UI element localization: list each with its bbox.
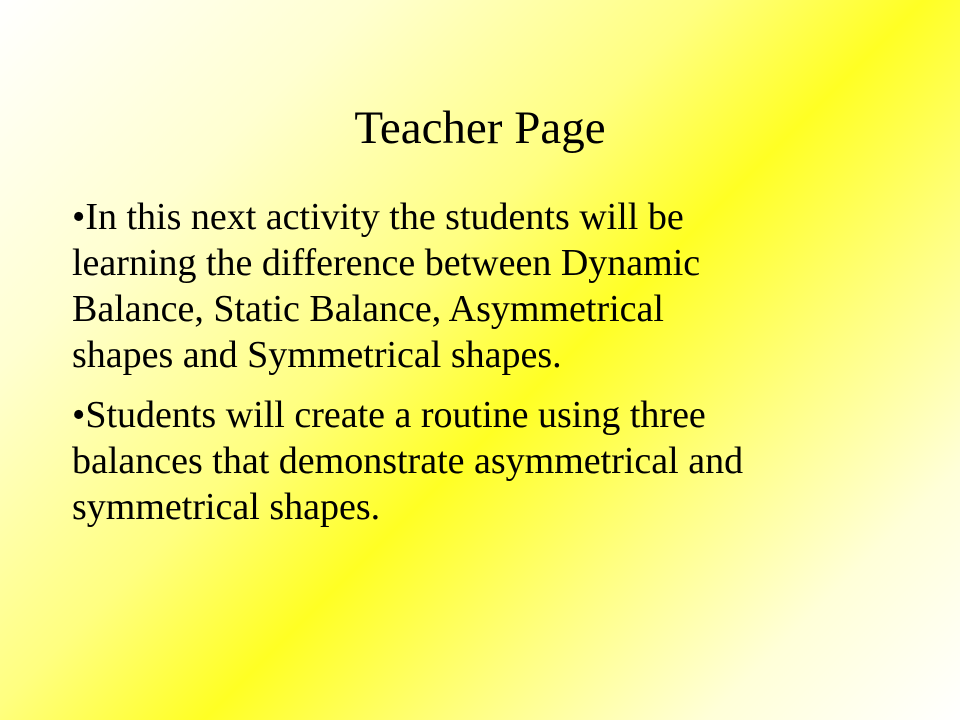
bullet-line: balances that demonstrate asymmetrical and	[72, 440, 744, 482]
bullet-list	[72, 194, 936, 544]
bullet-line: symmetrical shapes.	[72, 486, 381, 528]
bullet-line	[72, 194, 936, 240]
bullet-text: In this next activity the students will be	[85, 196, 684, 238]
slide-title: Teacher Page	[354, 102, 606, 154]
bullet-icon: •	[72, 394, 86, 436]
bullet-line: Balance, Static Balance, Asymmetrical	[72, 288, 664, 330]
bullet-text: Students will create a routine using three	[85, 394, 706, 436]
bullet-line	[72, 392, 936, 438]
bullet-line: shapes and Symmetrical shapes.	[72, 334, 562, 376]
bullet-icon: •	[72, 196, 86, 238]
bullet-item	[72, 194, 936, 378]
bullet-item	[72, 392, 936, 530]
bullet-line: learning the difference between Dynamic	[72, 242, 701, 284]
